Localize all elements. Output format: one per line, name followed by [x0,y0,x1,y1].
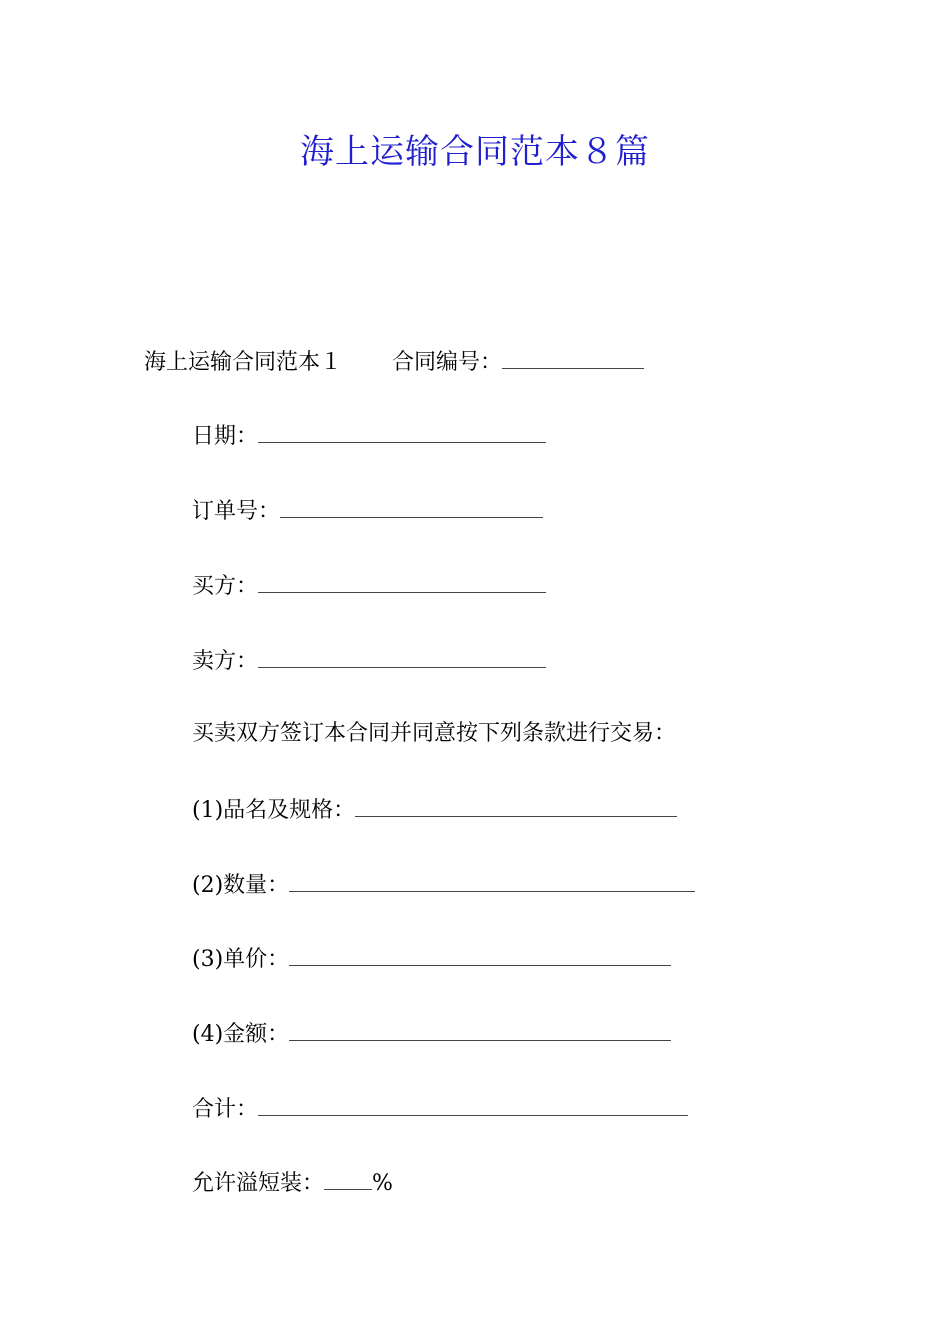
document-title: 海上运输合同范本８篇 [300,132,650,172]
buyer-field[interactable] [258,570,546,593]
order-no-label: 订单号： [192,499,281,524]
date-line [192,420,546,452]
buyer-label: 买方： [192,574,259,599]
tolerance-line [192,1167,393,1199]
total-label: 合计： [192,1097,259,1122]
item3-line [192,943,671,975]
order-no-line [192,495,543,527]
item1-label: (1)品名及规格： [192,798,356,823]
item1-line [192,794,677,826]
tolerance-field[interactable] [324,1167,372,1190]
item3-field[interactable] [289,943,671,966]
tolerance-unit: % [372,1171,393,1196]
heading-line [144,346,644,378]
item4-label: (4)金额： [192,1022,290,1047]
intro-text: 买卖双方签订本合同并同意按下列条款进行交易： [192,721,677,746]
seller-label: 卖方： [192,649,259,674]
item2-label: (2)数量： [192,873,290,898]
tolerance-label: 允许溢短装： [192,1171,325,1196]
item4-field[interactable] [289,1018,671,1041]
item3-label: (3)单价： [192,947,290,972]
contract-no-label: 合同编号： [392,350,503,375]
contract-no-field[interactable] [502,346,644,369]
seller-line [192,645,546,677]
seller-field[interactable] [258,645,546,668]
item4-line [192,1018,671,1050]
total-line [192,1093,688,1125]
item1-field[interactable] [355,794,677,817]
date-field[interactable] [258,420,546,443]
date-label: 日期： [192,424,259,449]
item2-line [192,869,695,901]
item2-field[interactable] [289,869,695,892]
section-heading: 海上运输合同范本１ [144,350,343,375]
intro-line [192,719,676,749]
total-field[interactable] [258,1093,688,1116]
order-no-field[interactable] [280,495,543,518]
buyer-line [192,570,546,602]
